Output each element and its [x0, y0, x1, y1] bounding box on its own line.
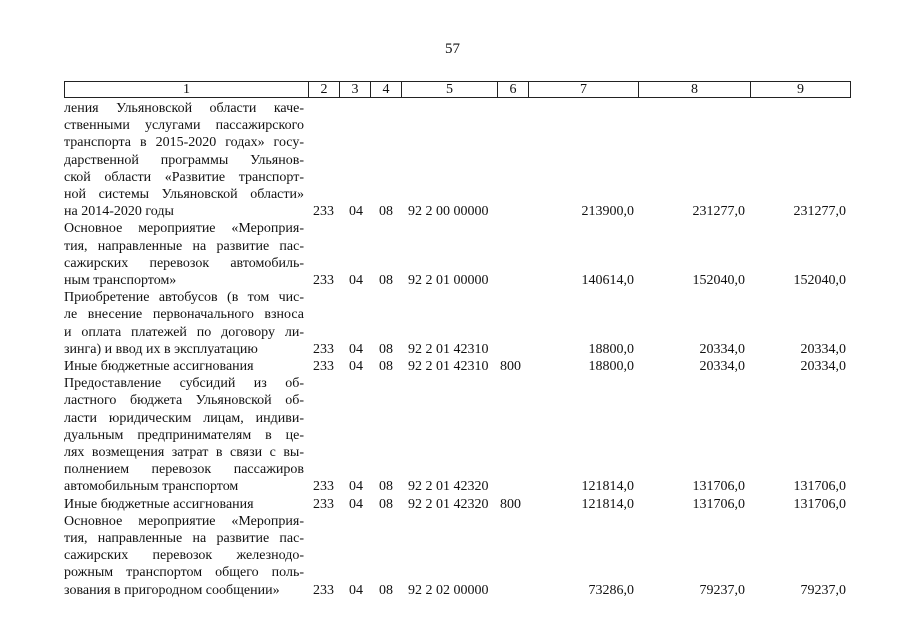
cell-col-4: 08 [379, 582, 393, 598]
table-row [0, 358, 905, 375]
cell-col-7: 140614,0 [581, 272, 634, 288]
row-description [64, 220, 304, 289]
cell-col-5: 92 2 01 42320 [408, 479, 489, 495]
header-col-8: 8 [638, 82, 750, 97]
row-description [64, 289, 304, 358]
cell-col-3: 04 [349, 496, 363, 512]
header-col-3: 3 [339, 82, 370, 97]
description-line: лях возмещения затрат в связи с вы- [64, 444, 304, 460]
header-col-5: 5 [401, 82, 497, 97]
table-row [0, 100, 905, 220]
cell-col-6: 800 [500, 359, 521, 374]
cell-col-3: 04 [349, 272, 363, 288]
description-line: ской области «Развитие транспорт- [64, 169, 304, 185]
cell-col-8: 152040,0 [692, 272, 745, 288]
row-description [64, 375, 304, 495]
cell-col-3: 04 [349, 359, 363, 374]
table-row [0, 496, 905, 513]
table-row [0, 513, 905, 599]
header-col-7: 7 [528, 82, 638, 97]
cell-col-4: 08 [379, 272, 393, 288]
description-line: транспорта в 2015-2020 годах» госу- [64, 135, 304, 151]
cell-col-2: 233 [313, 496, 334, 512]
cell-col-5: 92 2 01 00000 [408, 272, 489, 288]
description-line: Предоставление субсидий из об- [64, 376, 304, 392]
description-line: ственными услугами пассажирского [64, 118, 304, 134]
cell-col-9: 20334,0 [800, 359, 846, 374]
cell-col-9: 152040,0 [793, 272, 846, 288]
header-col-1: 1 [183, 82, 190, 97]
row-description [64, 100, 304, 220]
header-col-6: 6 [497, 82, 528, 97]
description-line: тия, направленные на развитие пас- [64, 238, 304, 254]
row-description [64, 513, 304, 599]
description-line: сажирских перевозок автомобиль- [64, 255, 304, 271]
cell-col-4: 08 [379, 479, 393, 495]
cell-col-5: 92 2 02 00000 [408, 582, 489, 598]
cell-col-8: 131706,0 [692, 479, 745, 495]
cell-col-4: 08 [379, 341, 393, 357]
table-header [64, 81, 851, 98]
cell-col-4: 08 [379, 496, 393, 512]
cell-col-8: 231277,0 [692, 204, 745, 220]
description-line: дуальным предпринимателям в це- [64, 427, 304, 443]
cell-col-4: 08 [379, 359, 393, 374]
cell-col-9: 131706,0 [793, 496, 846, 512]
row-description [64, 496, 304, 513]
cell-col-9: 20334,0 [800, 341, 846, 357]
description-line: ле внесение первоначального взноса [64, 307, 304, 323]
cell-col-8: 20334,0 [699, 341, 745, 357]
cell-col-7: 18800,0 [588, 341, 634, 357]
description-line: на 2014-2020 годы [64, 204, 174, 220]
cell-col-8: 20334,0 [699, 359, 745, 374]
description-line: тия, направленные на развитие пас- [64, 530, 304, 546]
cell-col-7: 18800,0 [588, 359, 634, 374]
description-line: ления Ульяновской области каче- [64, 101, 304, 116]
header-col-9: 9 [750, 82, 850, 97]
row-description [64, 358, 304, 375]
description-line: ной системы Ульяновской области» [64, 186, 304, 202]
cell-col-6: 800 [500, 496, 521, 512]
cell-col-2: 233 [313, 272, 334, 288]
description-line: Иные бюджетные ассигнования [64, 359, 254, 374]
description-line: зования в пригородном сообщении» [64, 582, 280, 598]
cell-col-5: 92 2 01 42310 [408, 341, 489, 357]
cell-col-2: 233 [313, 479, 334, 495]
cell-col-8: 131706,0 [692, 496, 745, 512]
cell-col-9: 131706,0 [793, 479, 846, 495]
description-line: сажирских перевозок железнодо- [64, 548, 304, 564]
table-row [0, 375, 905, 495]
cell-col-5: 92 2 00 00000 [408, 204, 489, 220]
description-line: дарственной программы Ульянов- [64, 152, 304, 168]
cell-col-9: 231277,0 [793, 204, 846, 220]
cell-col-3: 04 [349, 204, 363, 220]
description-line: ласти юридическим лицам, индиви- [64, 410, 304, 426]
cell-col-4: 08 [379, 204, 393, 220]
cell-col-9: 79237,0 [800, 582, 846, 598]
cell-col-3: 04 [349, 479, 363, 495]
cell-col-3: 04 [349, 341, 363, 357]
cell-col-2: 233 [313, 359, 334, 374]
description-line: зинга) и ввод их в эксплуатацию [64, 341, 258, 357]
cell-col-7: 121814,0 [581, 479, 634, 495]
table-row [0, 289, 905, 358]
header-col-4: 4 [370, 82, 401, 97]
header-col-2: 2 [308, 82, 339, 97]
cell-col-8: 79237,0 [699, 582, 745, 598]
page-number: 57 [445, 41, 460, 57]
cell-col-2: 233 [313, 582, 334, 598]
cell-col-5: 92 2 01 42320 [408, 496, 489, 512]
cell-col-7: 121814,0 [581, 496, 634, 512]
description-line: Приобретение автобусов (в том чис- [64, 290, 304, 306]
table-row [0, 220, 905, 289]
cell-col-3: 04 [349, 582, 363, 598]
description-line: полнением перевозок пассажиров [64, 462, 304, 478]
description-line: Иные бюджетные ассигнования [64, 496, 254, 512]
description-line: ластного бюджета Ульяновской об- [64, 393, 304, 409]
description-line: Основное мероприятие «Мероприя- [64, 221, 304, 237]
description-line: автомобильным транспортом [64, 479, 239, 495]
cell-col-7: 73286,0 [588, 582, 634, 598]
description-line: рожным транспортом общего поль- [64, 565, 304, 581]
cell-col-5: 92 2 01 42310 [408, 359, 489, 374]
cell-col-2: 233 [313, 204, 334, 220]
description-line: ным транспортом» [64, 272, 177, 288]
description-line: Основное мероприятие «Мероприя- [64, 513, 304, 529]
cell-col-7: 213900,0 [581, 204, 634, 220]
cell-col-2: 233 [313, 341, 334, 357]
description-line: и оплата платежей по договору ли- [64, 324, 304, 340]
